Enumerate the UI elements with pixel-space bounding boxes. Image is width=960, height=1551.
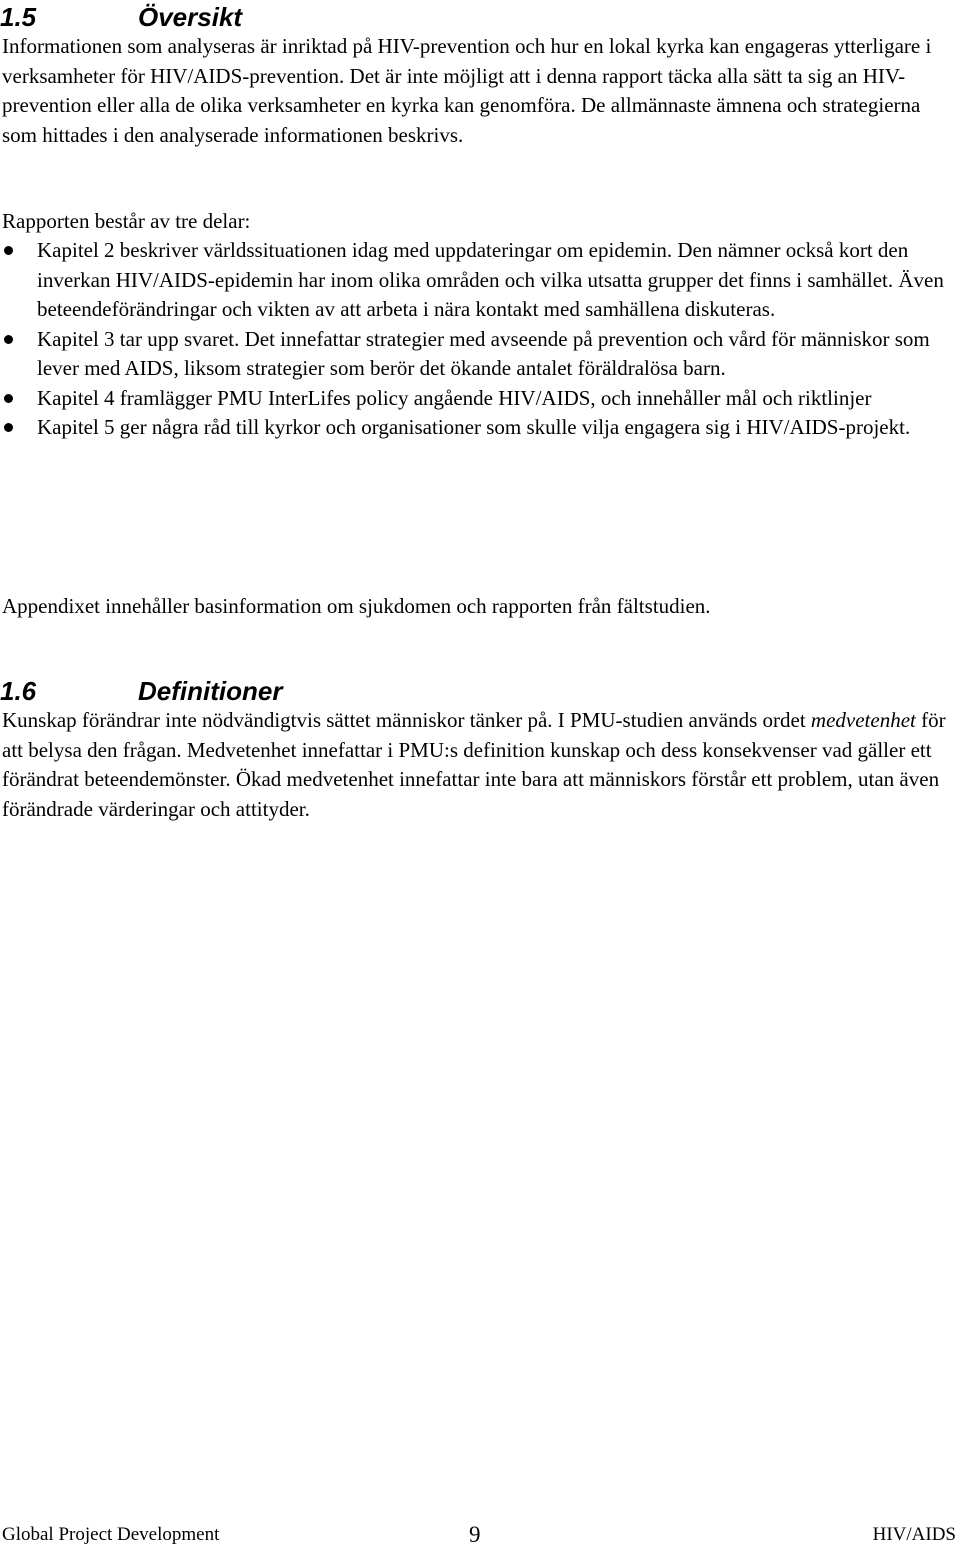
appendix-paragraph: Appendixet innehåller basinformation om sjukdomen och rapporten från fältstudien. xyxy=(2,594,711,618)
footer-organization: Global Project Development xyxy=(2,1524,220,1545)
section-title: Översikt xyxy=(138,2,243,32)
overview-intro-paragraph: Informationen som analyseras är inriktad på HIV-prevention och hur en lokal kyrka kan engageras ytterligare i verksamheter för HIV/AIDS-prevention. Det är inte möjligt att i denna rapport täcka alla sätt ta sig an HIV-prevention eller alla de olika verksamheter en kyrka kan genomföra. De allmännaste ämnena och strategierna som hittades i den analyserade informationen beskrivs. xyxy=(2,34,932,147)
footer-topic: HIV/AIDS xyxy=(872,1524,956,1545)
list-item-text: Kapitel 3 tar upp svaret. Det innefattar strategier med avseende på prevention och vård för människor som lever med AIDS, liksom strategier som berör det ökande antalet föräldralösa barn. xyxy=(37,326,930,380)
definition-text-start: Kunskap förändrar inte nödvändigtvis sättet människor tänker på. I PMU-studien används ordet xyxy=(2,708,811,732)
definition-text-end: för att belysa den frågan. Medvetenhet innefattar i PMU:s definition kunskap och dess konsekvenser vad gäller ett förändrat beteendemönster. Ökad medvetenhet innefattar inte bara att människors förstår ett problem, utan även förändrade värderingar och attityder. xyxy=(2,708,946,821)
bullet-icon xyxy=(4,246,13,255)
list-item-text: Kapitel 5 ger några råd till kyrkor och organisationer som skulle vilja engagera sig i HIV/AIDS-projekt. xyxy=(37,415,911,439)
list-item-text: Kapitel 4 framlägger PMU InterLifes policy angående HIV/AIDS, och innehåller mål och riktlinjer xyxy=(37,385,872,410)
bullet-icon xyxy=(4,423,13,432)
emphasized-term: medvetenhet xyxy=(810,708,916,732)
report-parts-lead: Rapporten består av tre delar: xyxy=(2,209,251,233)
bullet-icon xyxy=(4,335,13,344)
list-item xyxy=(0,413,958,443)
definition-paragraph xyxy=(2,706,952,824)
section-title: Definitioner xyxy=(138,676,283,706)
list-item xyxy=(0,325,958,384)
section-heading-definitions xyxy=(0,676,282,706)
page-footer xyxy=(0,1522,958,1550)
list-item xyxy=(0,236,958,325)
chapter-list xyxy=(0,236,958,443)
section-number: 1.6 xyxy=(0,676,37,706)
list-item xyxy=(0,384,958,414)
page-number: 9 xyxy=(469,1522,481,1547)
section-heading-overview xyxy=(0,2,242,32)
section-number: 1.5 xyxy=(0,2,37,32)
list-item-text: Kapitel 2 beskriver världssituationen idag med uppdateringar om epidemin. Den nämner också kort den inverkan HIV/AIDS-epidemin har inom olika områden och vilka utsatta grupper det finns i samhället. Även beteendeförändringar och vikten av att arbeta i nära kontakt med samhällena diskuteras. xyxy=(37,238,944,321)
bullet-icon xyxy=(4,394,13,403)
